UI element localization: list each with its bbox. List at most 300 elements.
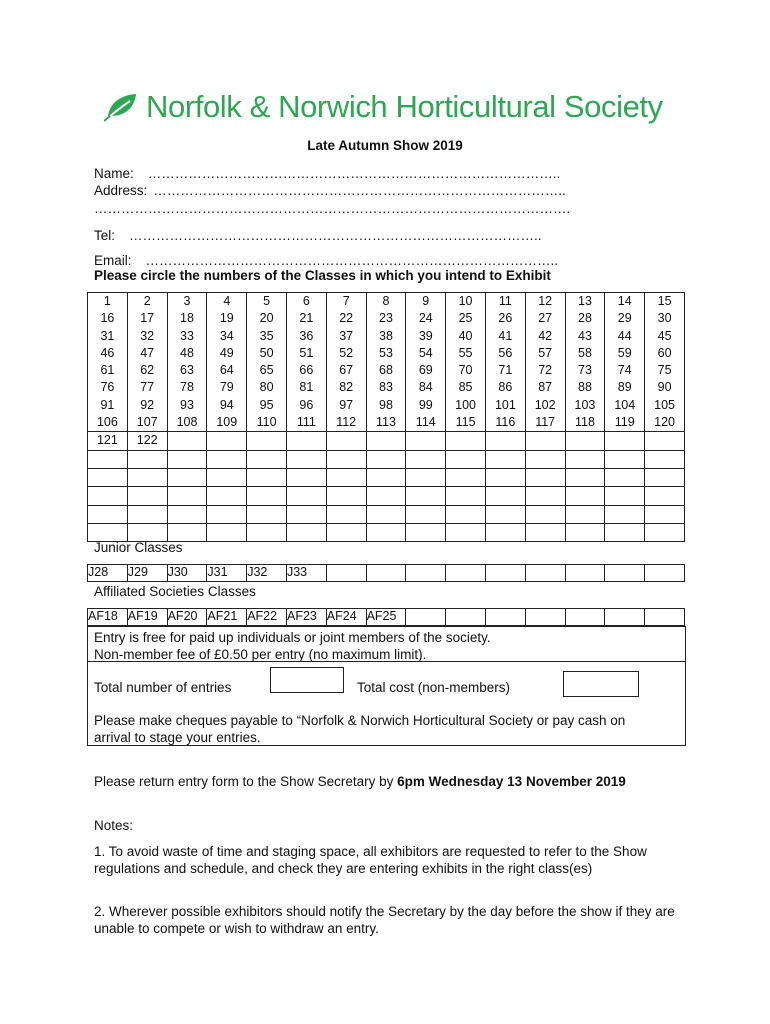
class-number[interactable]: 120 [654, 415, 675, 430]
class-number[interactable]: 42 [538, 328, 553, 343]
class-cell[interactable] [207, 293, 247, 432]
class-number[interactable]: 84 [418, 380, 433, 395]
class-cell[interactable] [366, 293, 406, 432]
class-number[interactable]: 115 [455, 415, 476, 430]
class-cell[interactable] [207, 468, 247, 486]
class-number[interactable]: 75 [657, 363, 672, 378]
class-number[interactable]: 26 [498, 311, 513, 326]
class-cell[interactable] [446, 293, 486, 432]
class-number[interactable]: 32 [140, 328, 155, 343]
class-cell[interactable] [645, 487, 685, 505]
class-cell[interactable] [525, 505, 565, 523]
affiliated-class-cell[interactable]: AF24 [326, 609, 366, 626]
class-number[interactable]: 60 [657, 345, 672, 360]
class-number[interactable]: 18 [180, 311, 194, 326]
class-cell[interactable] [645, 523, 685, 541]
class-cell[interactable] [565, 293, 605, 432]
show-title: Late Autumn Show 2019 [307, 138, 463, 153]
free-entry-text: Entry is free for paid up individuals or joint members of the society. [94, 630, 491, 645]
class-number[interactable]: 106 [96, 415, 118, 430]
class-number[interactable]: 80 [259, 380, 274, 395]
class-cell[interactable] [525, 523, 565, 541]
junior-class-cell[interactable]: J30 [167, 565, 207, 582]
class-cell[interactable] [127, 432, 167, 450]
class-cell[interactable] [88, 487, 128, 505]
junior-class-cell[interactable] [565, 565, 605, 582]
class-cell[interactable] [127, 487, 167, 505]
class-cell[interactable] [485, 432, 525, 450]
class-cell[interactable] [605, 505, 645, 523]
class-cell[interactable] [247, 523, 287, 541]
class-cell[interactable] [247, 450, 287, 468]
junior-class-cell[interactable]: J28 [88, 565, 128, 582]
class-cell[interactable] [525, 293, 565, 432]
class-number[interactable]: 95 [259, 397, 274, 412]
class-number[interactable] [247, 432, 286, 449]
class-cell[interactable] [446, 487, 486, 505]
class-cell[interactable] [366, 523, 406, 541]
class-number[interactable]: 111 [296, 415, 316, 430]
class-number[interactable]: 90 [657, 380, 672, 395]
junior-class-cell[interactable] [446, 565, 486, 582]
affiliated-class-cell[interactable]: AF18 [88, 609, 128, 626]
class-number[interactable]: 51 [299, 345, 314, 360]
class-cell[interactable] [565, 450, 605, 468]
class-cell[interactable] [406, 523, 446, 541]
class-number[interactable]: 119 [614, 415, 635, 430]
class-number[interactable]: 15 [657, 294, 672, 308]
class-cell[interactable] [167, 487, 207, 505]
address-dots: ……………………………………………………………………………….. [153, 183, 566, 198]
class-cell[interactable] [326, 468, 366, 486]
class-cell[interactable] [366, 450, 406, 468]
class-cell[interactable] [485, 293, 525, 432]
class-number[interactable]: 72 [538, 363, 553, 378]
class-number[interactable]: 70 [458, 363, 473, 378]
class-cell[interactable] [366, 468, 406, 486]
class-cell[interactable] [605, 432, 645, 450]
email-field[interactable] [94, 253, 558, 268]
class-number[interactable]: 27 [538, 311, 553, 326]
class-cell[interactable] [326, 523, 366, 541]
class-number[interactable]: 77 [140, 380, 155, 395]
class-number[interactable]: 121 [96, 433, 118, 448]
class-cell[interactable] [406, 468, 446, 486]
class-cell[interactable] [207, 450, 247, 468]
class-cell[interactable] [645, 450, 685, 468]
junior-class-cell[interactable] [645, 565, 685, 582]
class-number[interactable] [486, 432, 525, 449]
class-cell[interactable] [645, 468, 685, 486]
class-number[interactable]: 22 [339, 311, 354, 326]
class-cell[interactable] [485, 523, 525, 541]
class-cell[interactable] [286, 468, 326, 486]
classes-row [88, 523, 685, 541]
class-number[interactable]: 31 [100, 328, 115, 343]
class-number[interactable]: 99 [418, 397, 433, 412]
class-cell[interactable] [565, 487, 605, 505]
class-number[interactable]: 82 [339, 380, 354, 395]
total-cost-input[interactable] [563, 671, 639, 697]
class-cell[interactable] [485, 487, 525, 505]
class-number[interactable] [526, 432, 565, 449]
class-number[interactable]: 59 [617, 345, 632, 360]
class-number[interactable]: 17 [140, 311, 155, 326]
class-cell[interactable] [247, 487, 287, 505]
class-cell[interactable] [565, 505, 605, 523]
class-cell[interactable] [525, 468, 565, 486]
class-number[interactable] [446, 432, 485, 449]
class-cell[interactable] [127, 293, 167, 432]
class-number[interactable]: 64 [219, 363, 234, 378]
junior-label: Junior Classes [94, 540, 183, 555]
class-cell[interactable] [366, 487, 406, 505]
class-number[interactable]: 86 [498, 380, 513, 395]
class-cell[interactable] [645, 432, 685, 450]
class-number[interactable]: 14 [617, 294, 632, 308]
class-number[interactable]: 45 [657, 328, 672, 343]
affiliated-class-cell[interactable] [406, 609, 446, 626]
class-number[interactable]: 113 [376, 415, 396, 430]
class-number[interactable]: 47 [140, 345, 155, 360]
class-number[interactable]: 105 [654, 397, 675, 412]
class-number[interactable]: 9 [422, 294, 430, 308]
class-number[interactable]: 93 [180, 397, 194, 412]
class-cell[interactable] [605, 487, 645, 505]
class-number[interactable]: 7 [342, 294, 350, 308]
class-number[interactable]: 117 [535, 415, 556, 430]
class-cell[interactable] [485, 468, 525, 486]
class-number[interactable]: 5 [263, 294, 271, 308]
classes-row [88, 505, 685, 523]
class-number[interactable]: 4 [223, 294, 231, 308]
class-number[interactable]: 50 [259, 345, 274, 360]
class-cell[interactable] [366, 432, 406, 450]
junior-class-cell[interactable] [485, 565, 525, 582]
class-number[interactable] [207, 432, 246, 449]
class-cell[interactable] [127, 450, 167, 468]
class-number[interactable]: 79 [219, 380, 234, 395]
class-number[interactable]: 101 [494, 397, 516, 412]
class-number[interactable]: 71 [498, 363, 513, 378]
class-cell[interactable] [167, 505, 207, 523]
fee-text: Non-member fee of £0.50 per entry (no maximum limit). [94, 647, 427, 662]
return-deadline: 6pm Wednesday 13 November 2019 [397, 774, 626, 789]
class-cell[interactable] [286, 293, 326, 432]
class-cell[interactable] [525, 432, 565, 450]
class-cell[interactable] [127, 505, 167, 523]
class-number[interactable]: 35 [259, 328, 274, 343]
junior-class-cell[interactable] [525, 565, 565, 582]
affiliated-class-cell[interactable] [565, 609, 605, 626]
class-number[interactable]: 36 [299, 328, 314, 343]
class-number[interactable]: 1 [103, 294, 111, 308]
class-number[interactable]: 41 [498, 328, 513, 343]
class-cell[interactable] [247, 293, 287, 432]
class-cell[interactable] [446, 505, 486, 523]
class-cell[interactable] [207, 432, 247, 450]
class-number[interactable]: 63 [180, 363, 194, 378]
class-number[interactable] [287, 432, 326, 449]
class-cell[interactable] [167, 432, 207, 450]
class-number[interactable]: 76 [100, 380, 115, 395]
class-cell[interactable] [286, 487, 326, 505]
class-number[interactable]: 10 [458, 294, 473, 308]
class-number[interactable]: 57 [538, 345, 553, 360]
class-number[interactable]: 19 [219, 311, 234, 326]
affiliated-class-cell[interactable]: AF22 [247, 609, 287, 626]
class-number[interactable]: 2 [143, 294, 151, 308]
class-number[interactable]: 103 [574, 397, 596, 412]
class-cell[interactable] [406, 487, 446, 505]
class-number[interactable] [168, 432, 207, 449]
class-number[interactable] [605, 432, 644, 449]
class-cell[interactable] [605, 468, 645, 486]
class-number[interactable]: 104 [614, 397, 636, 412]
class-cell[interactable] [485, 450, 525, 468]
class-cell[interactable] [406, 293, 446, 432]
class-cell[interactable] [88, 468, 128, 486]
class-cell[interactable] [605, 450, 645, 468]
affiliated-class-cell[interactable] [645, 609, 685, 626]
class-number[interactable]: 92 [140, 397, 155, 412]
affiliated-class-cell[interactable] [446, 609, 486, 626]
class-number[interactable]: 40 [458, 328, 473, 343]
class-number[interactable]: 108 [176, 415, 198, 430]
junior-class-cell[interactable]: J32 [247, 565, 287, 582]
class-number[interactable] [566, 432, 605, 449]
class-number[interactable]: 97 [339, 397, 354, 412]
return-text [94, 773, 684, 790]
affiliated-class-cell[interactable]: AF20 [167, 609, 207, 626]
class-cell[interactable] [565, 468, 605, 486]
class-cell[interactable] [406, 450, 446, 468]
name-field[interactable] [94, 166, 560, 181]
junior-class-cell[interactable]: J29 [127, 565, 167, 582]
class-number[interactable]: 33 [180, 328, 194, 343]
class-number[interactable]: 28 [578, 311, 592, 326]
class-cell[interactable] [326, 487, 366, 505]
class-number[interactable]: 78 [180, 380, 194, 395]
affiliated-class-cell[interactable] [485, 609, 525, 626]
class-cell[interactable] [326, 505, 366, 523]
class-cell[interactable] [525, 487, 565, 505]
affiliated-class-cell[interactable]: AF19 [127, 609, 167, 626]
class-number[interactable]: 114 [415, 415, 436, 430]
class-cell[interactable] [286, 523, 326, 541]
class-number[interactable] [327, 432, 366, 449]
class-cell[interactable] [286, 432, 326, 450]
junior-class-cell[interactable] [406, 565, 446, 582]
class-cell[interactable] [247, 432, 287, 450]
class-cell[interactable] [406, 505, 446, 523]
class-cell[interactable] [446, 432, 486, 450]
class-number[interactable] [645, 432, 684, 449]
class-number[interactable]: 98 [379, 397, 393, 412]
class-number[interactable]: 73 [578, 363, 592, 378]
class-number[interactable]: 16 [100, 311, 115, 326]
class-number[interactable]: 21 [299, 311, 314, 326]
class-cell[interactable] [406, 432, 446, 450]
class-number[interactable]: 38 [379, 328, 393, 343]
class-number[interactable]: 52 [339, 345, 354, 360]
class-cell[interactable] [247, 468, 287, 486]
email-dots: ……………………………………………………………………………….. [145, 253, 559, 268]
class-number[interactable]: 8 [382, 294, 390, 308]
class-cell[interactable] [286, 450, 326, 468]
class-cell[interactable] [326, 450, 366, 468]
class-number[interactable]: 81 [299, 380, 314, 395]
class-number[interactable]: 96 [299, 397, 314, 412]
class-number[interactable]: 58 [578, 345, 592, 360]
class-number[interactable]: 20 [259, 311, 274, 326]
class-number[interactable]: 37 [339, 328, 354, 343]
class-number[interactable]: 87 [538, 380, 553, 395]
class-number[interactable]: 13 [578, 294, 592, 308]
total-entries-label: Total number of entries [94, 680, 232, 695]
classes-row [88, 468, 685, 486]
class-number[interactable]: 88 [578, 380, 592, 395]
class-cell[interactable] [88, 432, 128, 450]
class-number[interactable]: 65 [259, 363, 274, 378]
class-number[interactable]: 116 [495, 415, 516, 430]
class-number[interactable]: 122 [136, 433, 158, 448]
class-number[interactable]: 6 [302, 294, 310, 308]
notes-label: Notes: [94, 818, 134, 833]
class-number[interactable]: 24 [418, 311, 433, 326]
class-number[interactable]: 56 [498, 345, 513, 360]
affiliated-class-cell[interactable]: AF21 [207, 609, 247, 626]
class-cell[interactable] [167, 293, 207, 432]
class-number[interactable]: 12 [538, 294, 553, 308]
affiliated-class-cell[interactable]: AF23 [286, 609, 326, 626]
class-cell[interactable] [167, 523, 207, 541]
class-cell[interactable] [88, 523, 128, 541]
class-cell[interactable] [127, 468, 167, 486]
class-cell[interactable] [565, 432, 605, 450]
class-cell[interactable] [286, 505, 326, 523]
affiliated-table [87, 608, 685, 626]
class-cell[interactable] [645, 293, 685, 432]
class-number[interactable]: 30 [657, 311, 672, 326]
class-cell[interactable] [88, 293, 128, 432]
class-number[interactable]: 112 [336, 415, 357, 430]
class-number[interactable]: 25 [458, 311, 473, 326]
class-number[interactable]: 118 [574, 415, 595, 430]
class-cell[interactable] [645, 505, 685, 523]
class-cell[interactable] [207, 505, 247, 523]
name-dots: ……………………………………………………………………………….. [147, 166, 561, 181]
name-label: Name: [94, 166, 134, 181]
class-cell[interactable] [207, 487, 247, 505]
class-cell[interactable] [167, 450, 207, 468]
classes-row [88, 487, 685, 505]
class-number[interactable]: 23 [379, 311, 393, 326]
class-cell[interactable] [485, 505, 525, 523]
class-cell[interactable] [446, 450, 486, 468]
total-entries-input[interactable] [270, 667, 344, 693]
class-number[interactable]: 109 [216, 415, 238, 430]
class-cell[interactable] [525, 450, 565, 468]
class-number[interactable]: 74 [617, 363, 632, 378]
class-number[interactable]: 83 [379, 380, 393, 395]
class-number[interactable]: 55 [458, 345, 473, 360]
tel-field[interactable] [94, 228, 542, 243]
class-cell[interactable] [446, 523, 486, 541]
class-cell[interactable] [326, 432, 366, 450]
class-cell[interactable] [326, 293, 366, 432]
class-number[interactable]: 29 [617, 311, 632, 326]
class-cell[interactable] [88, 450, 128, 468]
class-cell[interactable] [565, 523, 605, 541]
class-number[interactable]: 110 [256, 415, 277, 430]
tel-dots: ……………………………………………………………………………….. [129, 228, 542, 243]
class-number[interactable]: 85 [458, 380, 473, 395]
class-cell[interactable] [605, 523, 645, 541]
class-number[interactable]: 100 [455, 397, 476, 412]
email-label: Email: [94, 253, 132, 268]
class-number[interactable]: 94 [219, 397, 234, 412]
cheque-text: Please make cheques payable to “Norfolk & Norwich Horticultural Society or pay cash on arrival to stage your entries. [94, 713, 626, 745]
class-number[interactable]: 68 [379, 363, 393, 378]
class-number[interactable]: 66 [299, 363, 314, 378]
class-number[interactable]: 91 [100, 397, 115, 412]
class-number[interactable] [406, 432, 445, 449]
class-number[interactable]: 89 [617, 380, 632, 395]
class-number[interactable]: 44 [617, 328, 632, 343]
class-number[interactable]: 43 [578, 328, 592, 343]
class-number[interactable]: 34 [219, 328, 234, 343]
class-cell[interactable] [446, 468, 486, 486]
instructions: Please circle the numbers of the Classes in which you intend to Exhibit [94, 268, 551, 283]
class-number[interactable]: 49 [219, 345, 234, 360]
class-number[interactable]: 3 [183, 294, 191, 308]
affiliated-class-cell[interactable]: AF25 [366, 609, 406, 626]
class-number[interactable]: 107 [136, 415, 158, 430]
class-number[interactable]: 62 [140, 363, 155, 378]
class-number[interactable]: 69 [418, 363, 433, 378]
class-number[interactable]: 46 [100, 345, 115, 360]
junior-class-cell[interactable]: J31 [207, 565, 247, 582]
class-number[interactable]: 61 [100, 363, 115, 378]
class-number[interactable]: 53 [379, 345, 393, 360]
junior-class-cell[interactable] [326, 565, 366, 582]
class-cell[interactable] [127, 523, 167, 541]
class-number[interactable]: 67 [339, 363, 354, 378]
class-cell[interactable] [366, 505, 406, 523]
class-number[interactable]: 102 [534, 397, 556, 412]
class-number[interactable] [367, 432, 406, 449]
junior-class-cell[interactable] [605, 565, 645, 582]
divider [87, 661, 685, 662]
society-logo [104, 86, 663, 128]
class-number[interactable]: 39 [418, 328, 433, 343]
affiliated-class-cell[interactable] [525, 609, 565, 626]
affiliated-class-cell[interactable] [605, 609, 645, 626]
class-cell[interactable] [88, 505, 128, 523]
class-cell[interactable] [605, 293, 645, 432]
junior-class-cell[interactable]: J33 [286, 565, 326, 582]
class-cell[interactable] [167, 468, 207, 486]
class-number[interactable]: 54 [418, 345, 433, 360]
class-number[interactable]: 11 [498, 294, 512, 308]
class-number[interactable]: 48 [180, 345, 194, 360]
class-cell[interactable] [207, 523, 247, 541]
junior-class-cell[interactable] [366, 565, 406, 582]
address-line2[interactable] [94, 201, 570, 216]
class-cell[interactable] [247, 505, 287, 523]
address-field[interactable] [94, 183, 566, 198]
